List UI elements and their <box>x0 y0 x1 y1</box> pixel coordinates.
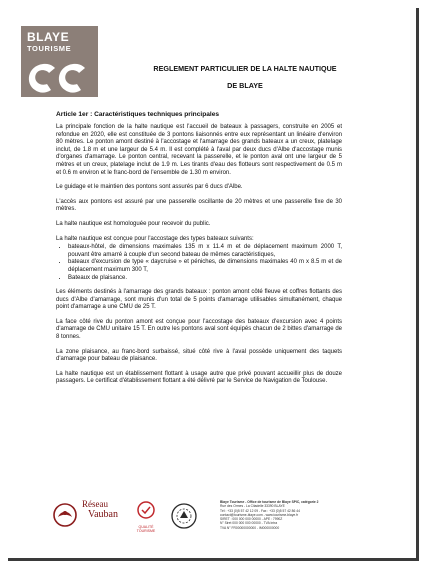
reseau-vauban-logo <box>82 500 124 520</box>
contact-line: TVA N° FR00000000000 - IM000000000 <box>220 525 280 530</box>
paragraph: La halte nautique est homologuée pour recevoir du public. <box>56 220 211 227</box>
title-line-1: REGLEMENT PARTICULIER DE LA HALTE NAUTIQUE <box>153 64 337 73</box>
contact-block <box>220 500 360 530</box>
label-seal-icon <box>170 502 198 530</box>
vauban-label: Vauban <box>88 509 118 520</box>
list-item: • Bateaux de plaisance. <box>68 275 342 283</box>
qualite-label: QUALITÉ TOURISME <box>136 525 156 533</box>
paragraph: La face côté rive du ponton amont est conçue pour l'accostage des bateaux d'excursion avec 4 points d'amarrage de CMU unitaire 15 T. En outre les pontons aval sont équipés chacun de 2 bittes d'amarrage de 8 tonnes. <box>56 318 342 341</box>
contact-line: SIRET : 000 000 000 00000 - APE : 7990Z <box>220 517 283 522</box>
document-title <box>100 60 390 94</box>
contact-line: Tél : +33 (0)5 57 42 12 09 - Fax : +33 (0)5 57 42 86 44 <box>220 508 300 513</box>
paragraph: La zone plaisance, au franc-bord surbaissé, situé côté rive à l'aval possède uniquement des taquets d'amarrage pour bateau de plaisance. <box>56 348 342 363</box>
article-body <box>56 124 342 393</box>
qualite-mark-icon <box>136 500 156 520</box>
heritage-emblem-icon <box>52 502 78 530</box>
contact-line: Blaye Tourisme - Office de tourisme de Blaye SPIC, catégorie 2 <box>220 500 319 504</box>
paragraph: La halte nautique est un établissement flottant à usage autre que privé pouvant accueillir plus de douze passagers. Le certificat d'établissement flottant a été délivré par le Service de Navigation de Toulouse. <box>56 370 342 385</box>
logo-title: BLAYE <box>27 30 70 44</box>
paragraph: Les éléments destinés à l'amarrage des grands bateaux : ponton amont côté fleuve et coffres flottants des ducs d'Albe d'amarrage, sont munis d'un total de 5 points d'amarrage utilisables simultanément, chaque point d'amarrage a une CMU de 25 T. <box>56 289 342 311</box>
contact-line: contact@tourisme-blaye.com - www.tourisme-blaye.fr <box>220 512 299 517</box>
title-line-2: DE BLAYE <box>227 81 263 90</box>
contact-line: N° Siret 000 000 000 00000 - TVA Intra <box>220 521 278 526</box>
logo-swirl-icon <box>21 54 98 97</box>
boat-types-list <box>56 244 342 282</box>
logo-subtitle: TOURISME <box>27 44 72 53</box>
paragraph: Le guidage et le maintien des pontons sont assurés par 6 ducs d'Albe. <box>56 184 243 191</box>
paragraph: L'accès aux pontons est assuré par une passerelle oscillante de 20 mètres et une passerelle fixe de 30 mètres. <box>56 198 342 213</box>
list-item: • bateaux d'excursion de type « daycruise » et péniches, de dimensions maximales 40 m x 8.5 m et de déplacement maximum 300 T, <box>68 259 342 274</box>
contact-line: Rue des Ormes - La Citadelle 33390 BLAYE <box>220 504 285 509</box>
paragraph: La principale fonction de la halte nautique est l'accueil de bateaux à passagers, construite en 2005 et refondue en 2020, elle est constituée de 3 pontons liaisonnés entre eux représentant un linéaire d'environ 80 mètres. Le ponton amont destiné à l'accostage et l'amarrage des grands bateaux a un creux, platelage inclut, de 1.8 m et une largeur de 5.4 m. Il est complété à l'aval par deux ducs d'Albe d'accostage munis d'organes d'amarrage. Le ponton central, recevant la passerelle, et le ponton aval ont une largeur de 5 mètres et un creux, platelage inclut de 1.9 m. Les tirants d'eau des flotteurs sont respectivement de 0.5 m et 0.6 m environ et le franc-bord de l'ensemble de 1.30 m environ. <box>56 124 342 176</box>
reseau-label: Réseau <box>82 499 108 509</box>
list-item: • bateaux-hôtel, de dimensions maximales 135 m x 11.4 m et de déplacement maximum 2000 T, pouvant être amarré à couple d'un second bateau de mêmes caractéristiques, <box>68 244 342 259</box>
footer-logos <box>52 498 202 534</box>
article-heading: Article 1er : Caractéristiques techniques principales <box>56 111 220 118</box>
blaye-tourisme-logo <box>21 26 98 97</box>
qualite-tourisme-logo <box>130 500 162 533</box>
paragraph: La halte nautique est conçue pour l'accostage des types bateaux suivants: <box>56 235 254 242</box>
